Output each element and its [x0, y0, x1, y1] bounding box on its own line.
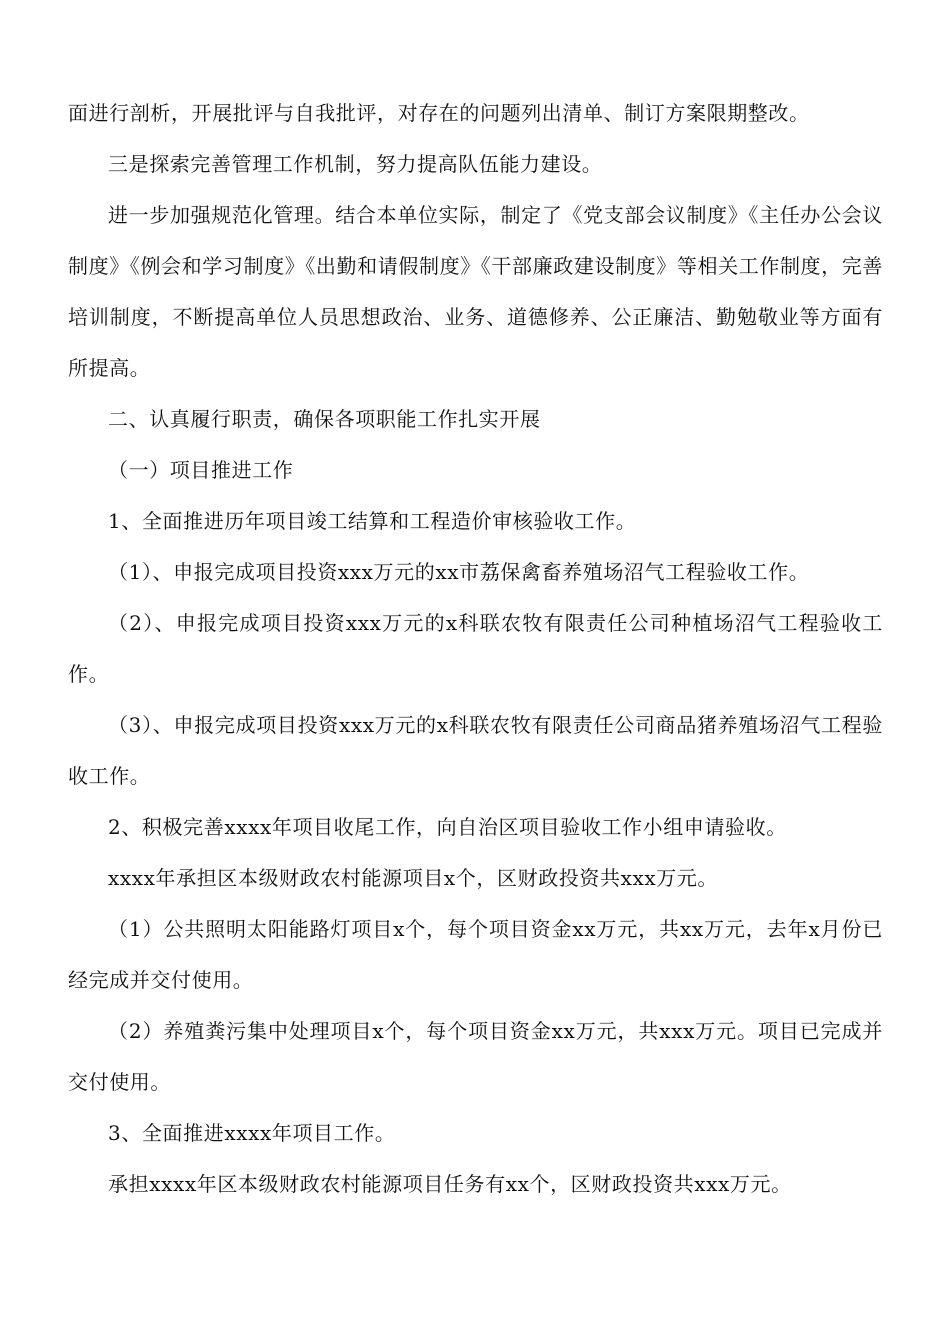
sub-item-2-2: （2）养殖粪污集中处理项目x个，每个项目资金xx万元，共xxx万元。项目已完成并交付使用。: [68, 1019, 883, 1094]
paragraph-item-2-summary: xxxx年承担区本级财政农村能源项目x个，区财政投资共xxx万元。: [108, 866, 719, 890]
paragraph-point-three: 三是探索完善管理工作机制，努力提高队伍能力建设。: [108, 152, 603, 176]
paragraph-regulations: 进一步加强规范化管理。结合本单位实际，制定了《党支部会议制度》《主任办公会议制度》《例会和学习制度》《出勤和请假制度》《干部廉政建设制度》等相关工作制度，完善培训制度，不断提高单位人员思想政治、业务、道德修养、公正廉洁、勤勉敬业等方面有所提高。: [68, 203, 883, 380]
sub-item-2-1: （1）公共照明太阳能路灯项目x个，每个项目资金xx万元，共xx万元，去年x月份已经完成并交付使用。: [68, 917, 883, 992]
sub-item-1-1: （1）、申报完成项目投资xxx万元的xx市荔保禽畜养殖场沼气工程验收工作。: [108, 560, 810, 584]
document-body: [68, 88, 883, 1210]
sub-item-1-2: （2）、申报完成项目投资xxx万元的x科联农牧有限责任公司种植场沼气工程验收工作。: [68, 611, 883, 686]
paragraph-item-3-summary: 承担xxxx年区本级财政农村能源项目任务有xx个，区财政投资共xxx万元。: [108, 1172, 792, 1196]
sub-item-1-3: （3）、申报完成项目投资xxx万元的x科联农牧有限责任公司商品猪养殖场沼气工程验收工作。: [68, 713, 883, 788]
paragraph-continuation: 面进行剖析，开展批评与自我批评，对存在的问题列出清单、制订方案限期整改。: [68, 101, 810, 125]
item-heading-2: 2、积极完善xxxx年项目收尾工作，向自治区项目验收工作小组申请验收。: [108, 815, 787, 839]
section-heading-two: 二、认真履行职责，确保各项职能工作扎实开展: [108, 407, 541, 431]
subsection-heading-one: （一）项目推进工作: [108, 458, 294, 482]
item-heading-3: 3、全面推进xxxx年项目工作。: [108, 1121, 396, 1145]
item-heading-1: 1、全面推进历年项目竣工结算和工程造价审核验收工作。: [108, 509, 637, 533]
